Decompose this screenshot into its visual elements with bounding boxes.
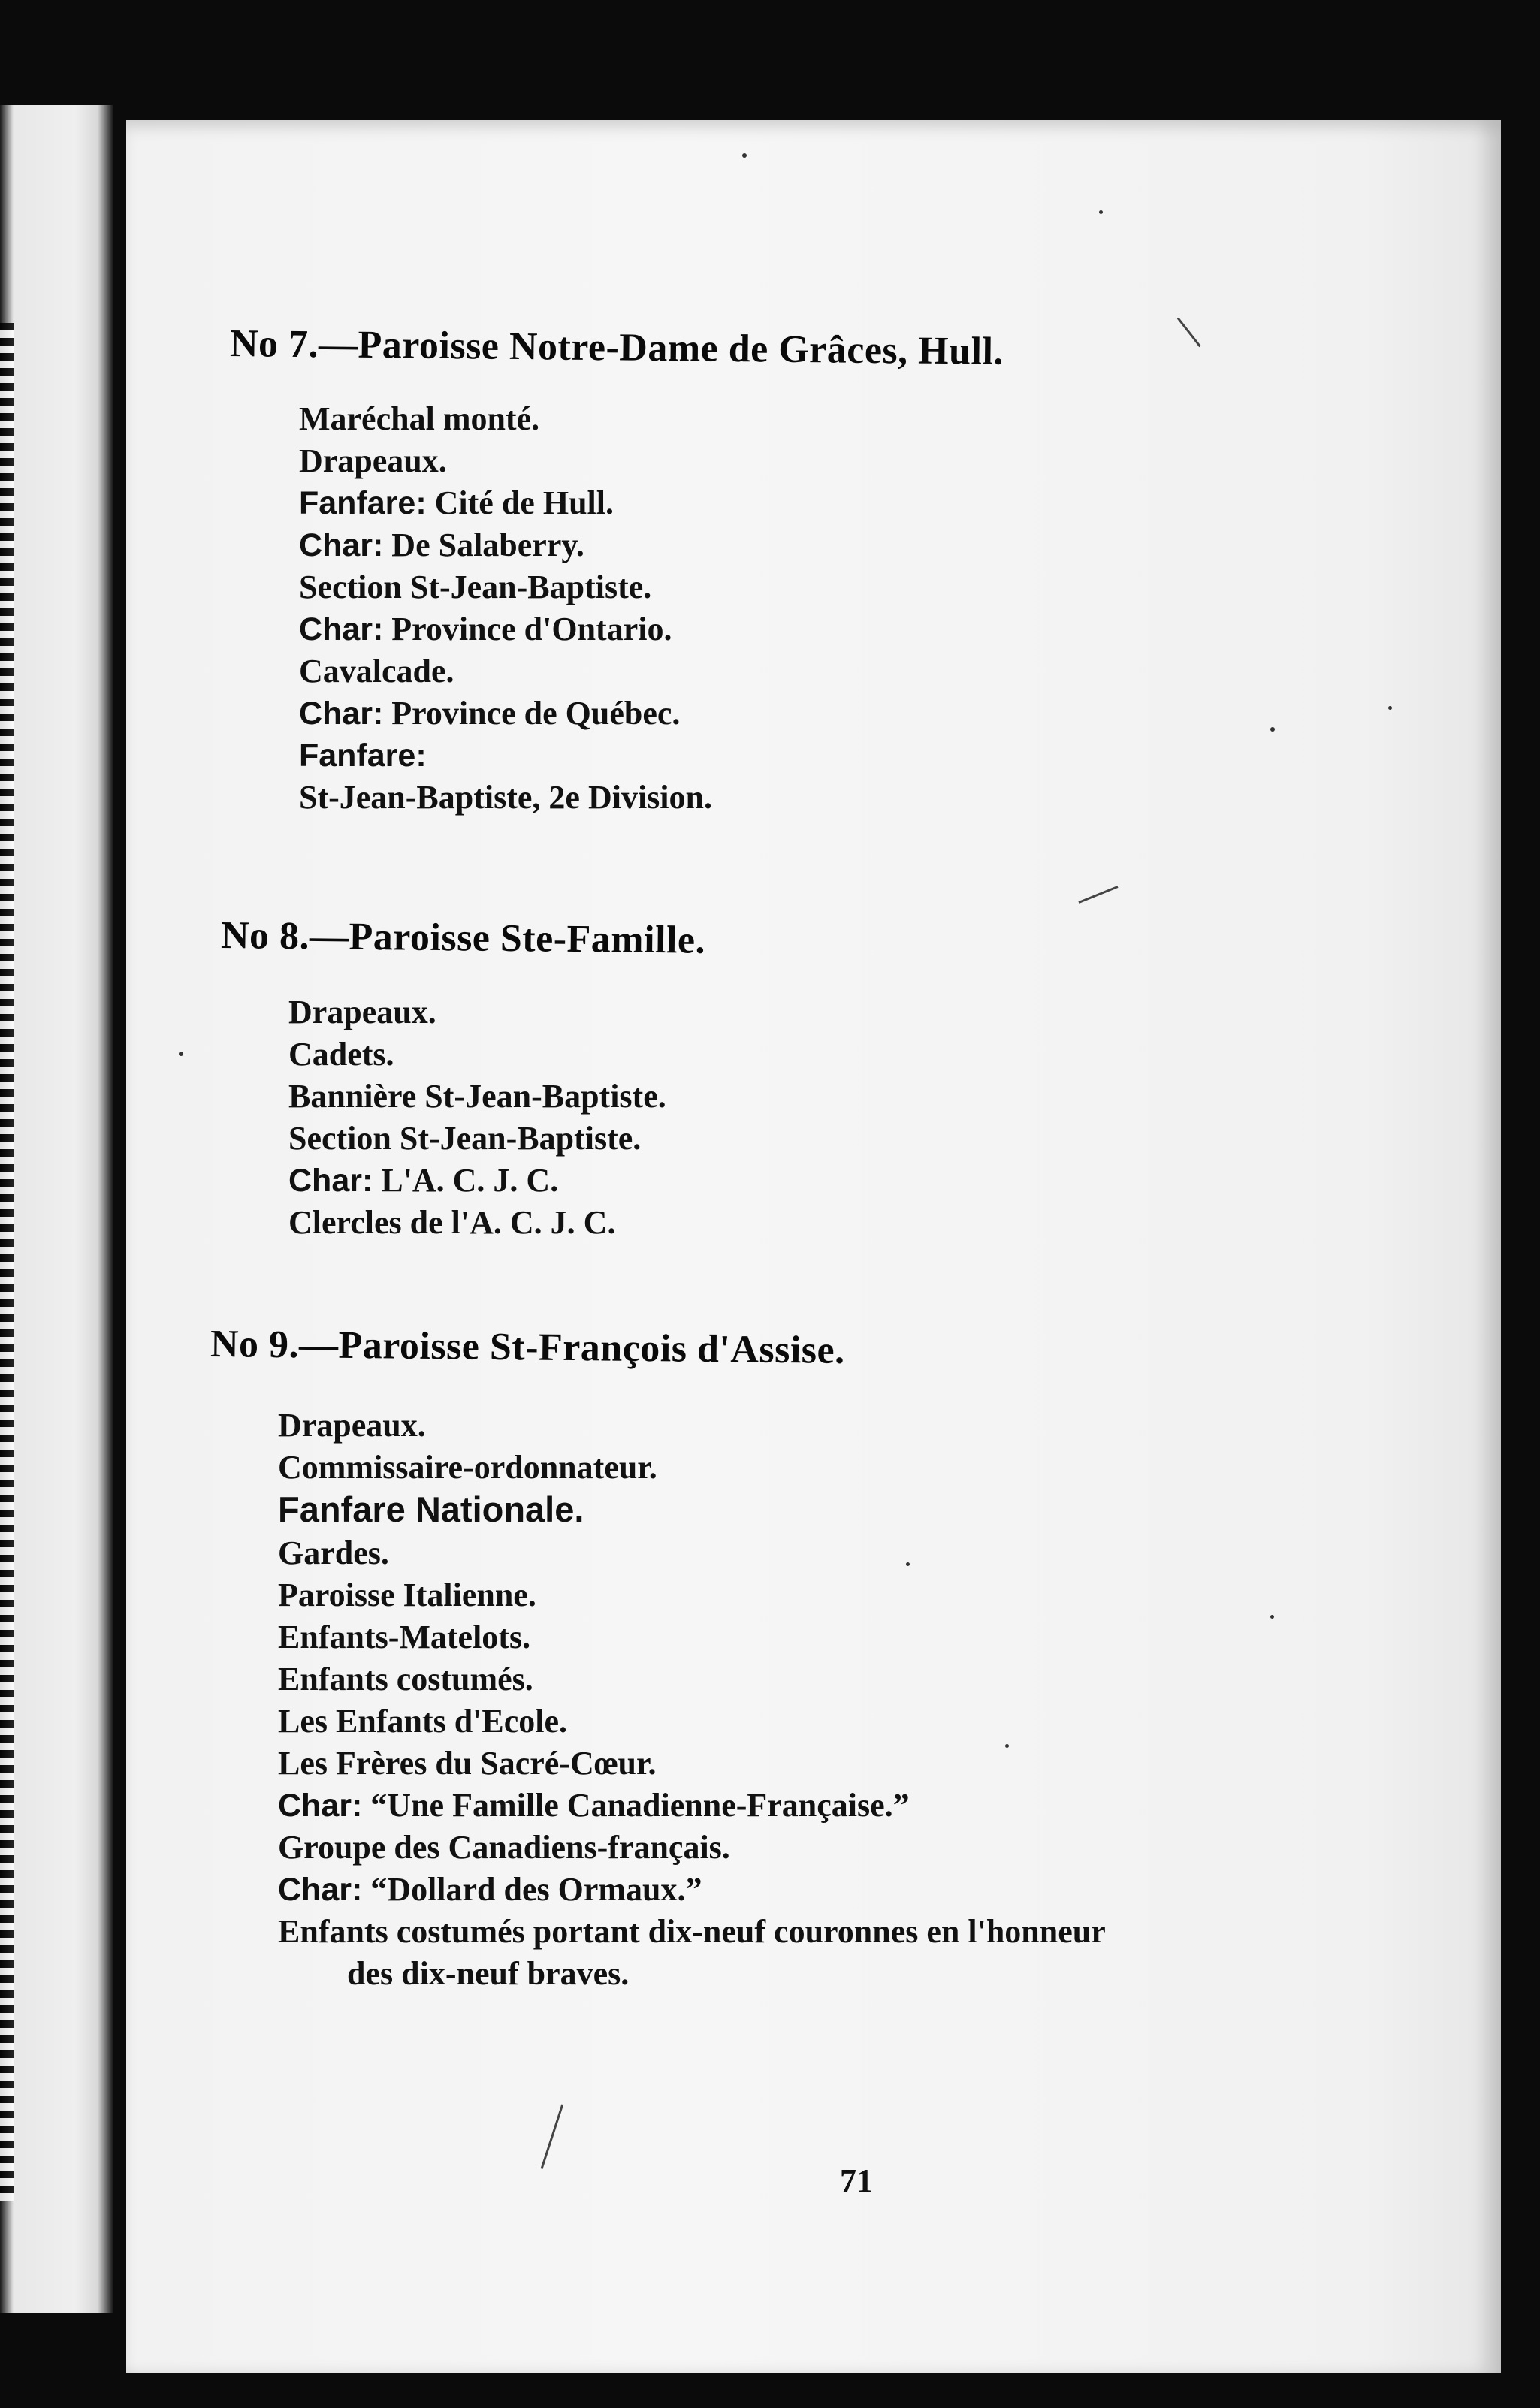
section-heading: No 8.—Paroisse Ste-Famille. (220, 914, 706, 962)
list-item: Enfants costumés. (278, 1661, 533, 1697)
list-item: Char: De Salaberry. (299, 527, 584, 563)
list-item: Cadets. (288, 1036, 394, 1073)
page-number: 71 (840, 2162, 873, 2199)
list-item: Maréchal monté. (299, 400, 540, 437)
section-no7-list (299, 398, 712, 819)
scan-speck (1099, 210, 1103, 214)
scan-speck (1005, 1744, 1009, 1748)
list-item: Drapeaux. (299, 442, 447, 479)
section-no8 (220, 913, 706, 962)
list-item: Fanfare: Cité de Hull. (299, 484, 614, 521)
list-item: Paroisse Italienne. (278, 1577, 536, 1613)
list-item: Enfants-Matelots. (278, 1619, 531, 1655)
document-page (126, 120, 1501, 2373)
list-item: Fanfare: (299, 738, 427, 774)
list-item: Char: “Dollard des Ormaux.” (278, 1871, 702, 1908)
section-no7 (229, 321, 1004, 373)
scan-scratch (1078, 886, 1118, 904)
section-no9 (210, 1322, 845, 1372)
list-item: Groupe des Canadiens-français. (278, 1829, 730, 1866)
list-item: Gardes. (278, 1534, 389, 1571)
list-item: des dix-neuf braves. (347, 1955, 630, 1992)
section-no8-list (288, 991, 666, 1244)
section-heading: No 7.—Paroisse Notre-Dame de Grâces, Hull. (229, 322, 1004, 373)
list-item: Bannière St-Jean-Baptiste. (288, 1078, 666, 1115)
list-item: Char: Province de Québec. (299, 695, 681, 732)
list-item: Enfants costumés portant dix-neuf couronnes en l'honneur (278, 1913, 1106, 1950)
section-no9-list (278, 1405, 1106, 1995)
scan-speck (742, 153, 747, 158)
scan-speck (1270, 727, 1275, 732)
list-item: Les Enfants d'Ecole. (278, 1703, 568, 1740)
list-item: Drapeaux. (278, 1407, 426, 1444)
list-item: Char: “Une Famille Canadienne-Française.” (278, 1787, 910, 1824)
list-item: Commissaire-ordonnateur. (278, 1449, 657, 1486)
scan-speck (1388, 706, 1392, 710)
scan-scratch (1177, 318, 1201, 348)
scan-speck (1270, 1615, 1274, 1619)
list-item: Les Frères du Sacré-Cœur. (278, 1745, 657, 1782)
list-item: St-Jean-Baptiste, 2e Division. (299, 779, 712, 816)
list-item: Char: Province d'Ontario. (299, 611, 672, 647)
list-item: Section St-Jean-Baptiste. (299, 569, 652, 605)
list-item: Cavalcade. (299, 653, 454, 690)
list-item: Section St-Jean-Baptiste. (288, 1120, 642, 1157)
list-item: Clercles de l'A. C. J. C. (288, 1204, 616, 1241)
section-heading: No 9.—Paroisse St-François d'Assise. (210, 1323, 845, 1372)
scan-speck (179, 1052, 183, 1056)
list-item: Char: L'A. C. J. C. (288, 1162, 559, 1199)
scan-speck (906, 1562, 910, 1566)
scan-scratch (541, 2104, 564, 2169)
list-item: Drapeaux. (288, 994, 436, 1030)
facing-page-binding (0, 323, 14, 2201)
facing-page-edge (0, 105, 113, 2313)
list-item: Fanfare Nationale. (278, 1489, 584, 1529)
